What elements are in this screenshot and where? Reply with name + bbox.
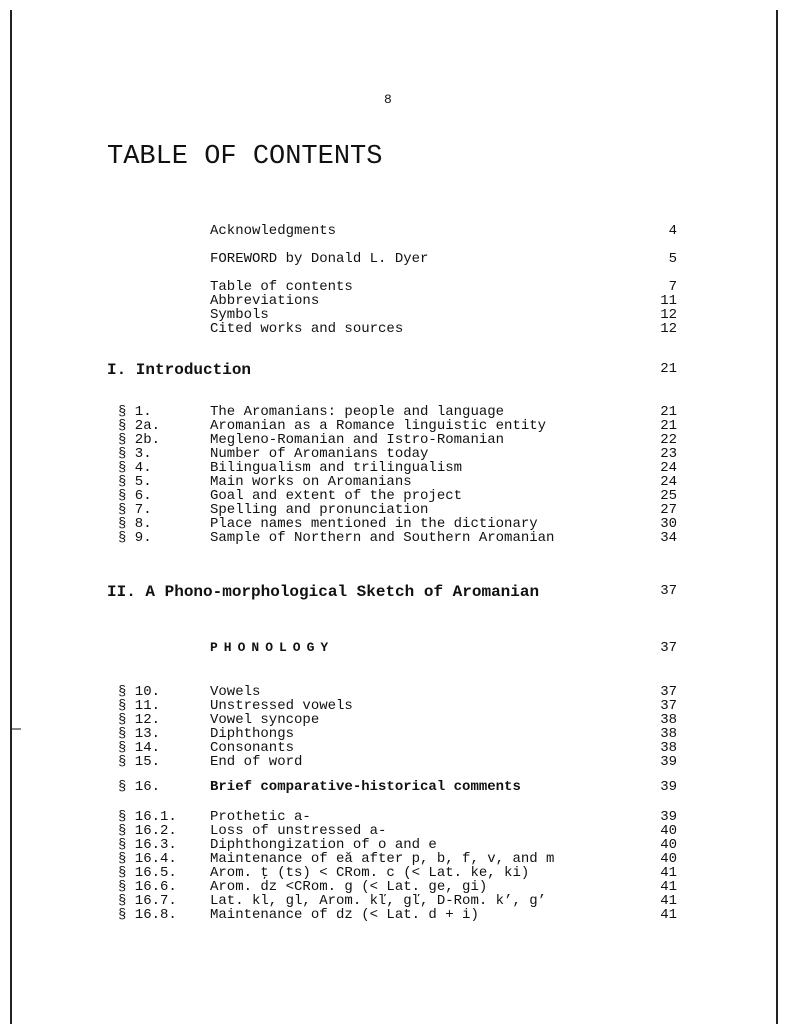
toc-entry: Abbreviations 11 xyxy=(210,293,677,309)
toc-entry: § 6. Goal and extent of the project 25 xyxy=(118,488,677,504)
toc-entry: § 16.3. Diphthongization of o and e 40 xyxy=(118,837,677,853)
toc-entry: § 16.5. Arom. ţ (ts) < CRom. c (< Lat. ke, ki) 41 xyxy=(118,865,677,881)
page-number: 8 xyxy=(384,92,392,107)
toc-entry: § 16.6. Arom. dz <CRom. g (< Lat. ge, gi) 41 xyxy=(118,879,677,895)
toc-entry: § 8. Place names mentioned in the dictionary 30 xyxy=(118,516,677,532)
phonology-heading: PHONOLOGY 37 xyxy=(210,640,677,656)
toc-entry: § 14. Consonants 38 xyxy=(118,740,677,756)
part-heading-sketch: II. A Phono-morphological Sketch of Aromanian xyxy=(107,583,540,601)
toc-entry: § 10. Vowels 37 xyxy=(118,684,677,700)
toc-entry-comparative: § 16. Brief comparative-historical comments 39 xyxy=(118,779,677,795)
toc-entry: § 16.7. Lat. kl, gl, Arom. kľ, gľ, D-Rom. k’, g’ 41 xyxy=(118,893,677,909)
toc-entry: § 2a. Aromanian as a Romance linguistic entity 21 xyxy=(118,418,677,434)
page-title: TABLE OF CONTENTS xyxy=(107,142,383,172)
toc-entry: § 15. End of word 39 xyxy=(118,754,677,770)
toc-entry: § 7. Spelling and pronunciation 27 xyxy=(118,502,677,518)
toc-entry: Symbols 12 xyxy=(210,307,677,323)
toc-entry: § 16.8. Maintenance of dz (< Lat. d + i) 41 xyxy=(118,907,677,923)
toc-entry: § 4. Bilingualism and trilingualism 24 xyxy=(118,460,677,476)
toc-entry: Acknowledgments 4 xyxy=(210,223,677,239)
toc-entry: § 16.2. Loss of unstressed a- 40 xyxy=(118,823,677,839)
toc-entry: FOREWORD by Donald L. Dyer 5 xyxy=(210,251,677,267)
part-heading-introduction: I. Introduction xyxy=(107,361,252,379)
toc-entry: Cited works and sources 12 xyxy=(210,321,677,337)
toc-entry: § 16.4. Maintenance of eă after p, b, f, v, and m 40 xyxy=(118,851,677,867)
toc-entry: § 3. Number of Aromanians today 23 xyxy=(118,446,677,462)
toc-entry: § 11. Unstressed vowels 37 xyxy=(118,698,677,714)
part-heading-page: 21 xyxy=(660,361,677,377)
toc-entry: § 16.1. Prothetic a- 39 xyxy=(118,809,677,825)
toc-entry: § 2b. Megleno-Romanian and Istro-Romanian 22 xyxy=(118,432,677,448)
toc-entry: § 13. Diphthongs 38 xyxy=(118,726,677,742)
part-heading-page: 37 xyxy=(660,583,677,599)
toc-entry: § 1. The Aromanians: people and language 21 xyxy=(118,404,677,420)
toc-entry: § 12. Vowel syncope 38 xyxy=(118,712,677,728)
toc-entry: § 5. Main works on Aromanians 24 xyxy=(118,474,677,490)
toc-entry: Table of contents 7 xyxy=(210,279,677,295)
toc-entry: § 9. Sample of Northern and Southern Aromanian 34 xyxy=(118,530,677,546)
